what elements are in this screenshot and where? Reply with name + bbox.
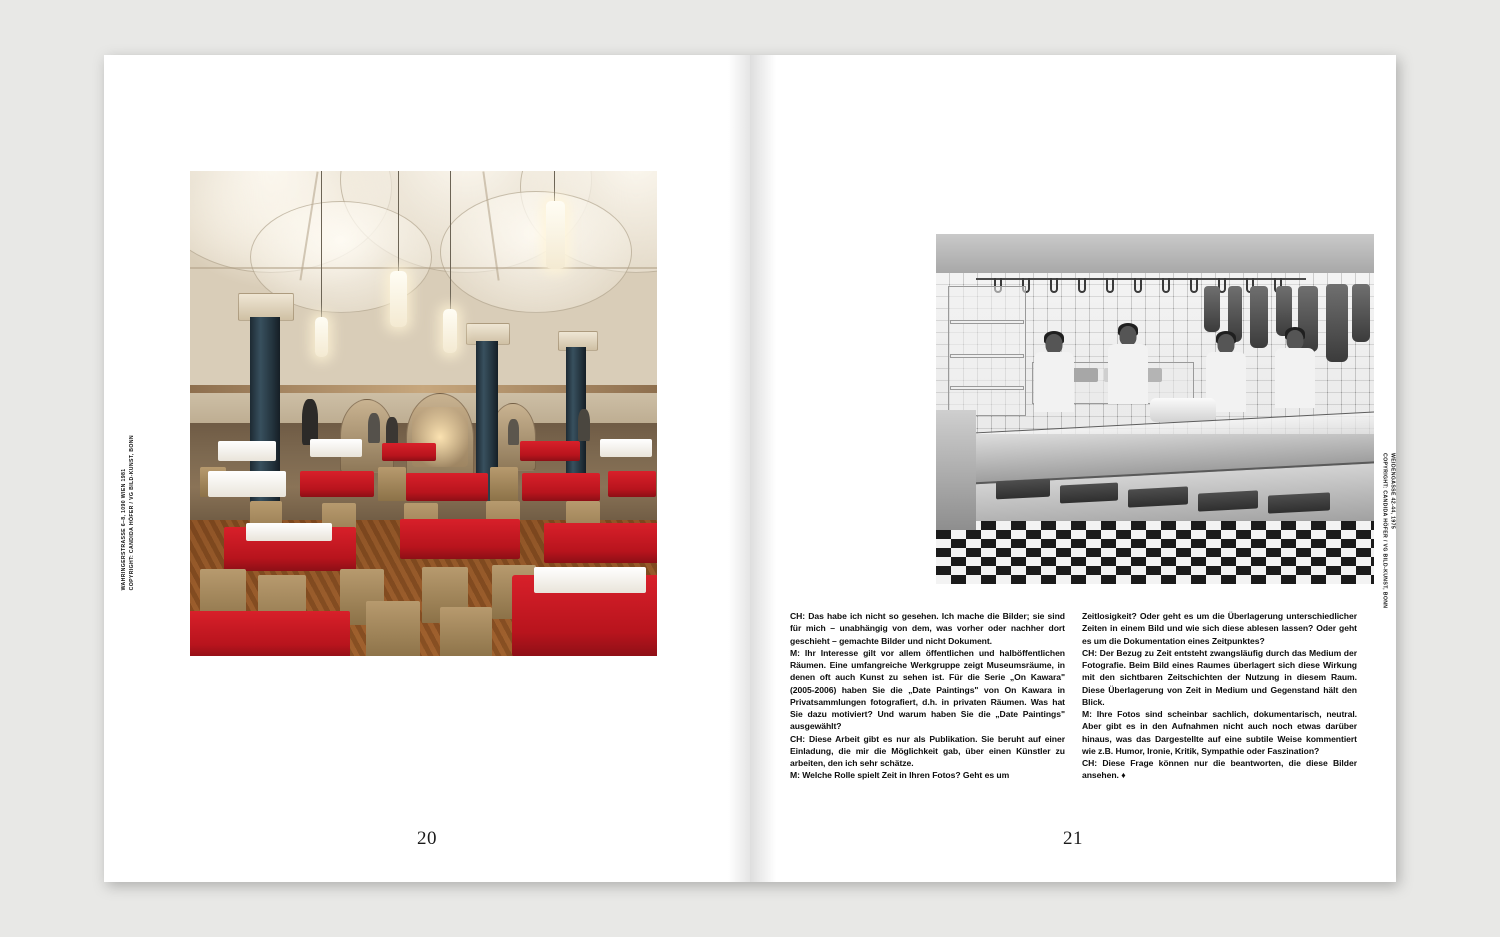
pendant-lamp [546,201,565,269]
meat-tray [1198,490,1258,511]
paragraph: CH: Diese Frage können nur die beantworten, die diese Bilder ansehen. ♦ [1082,758,1357,781]
cabinet-shelf [950,320,1024,324]
side-wall [936,410,976,530]
left-page-credit [120,435,136,590]
text-column-1 [790,610,1065,782]
paragraph: CH: Das habe ich nicht so gesehen. Ich mache die Bilder; sie sind für mich – unabhängig von dem, was vorher oder nachher dort geschieht – gemachte Bilder und nicht Dokument. [790,611,1065,646]
lamp-cord [321,171,322,321]
hanging-meat [1352,284,1370,342]
hook-icon [1162,278,1170,293]
person [386,417,398,445]
head [1218,334,1235,354]
lamp-cord [554,171,555,205]
pendant-lamp [390,271,407,327]
table [310,439,362,457]
credit-line-1: WEIDENGASSE 42-44, 1975 [1389,453,1395,530]
table [400,519,520,559]
person [578,409,590,441]
person-butcher-2 [1106,326,1150,424]
person [368,413,380,443]
credit-line-2: COPYRIGHT: CANDIDA HÖFER / VG BILD-KUNST, BONN [1381,453,1387,609]
head [1120,326,1137,346]
left-page [104,55,750,882]
chair [378,467,406,501]
book-spread [104,55,1396,882]
table [300,471,374,497]
head [1046,334,1063,354]
table [190,611,350,656]
credit-line-2: COPYRIGHT: CANDIDA HÖFER / VG BILD-KUNST, BONN [129,435,135,591]
tablecloth-white [246,523,332,541]
table [208,471,286,497]
table [608,471,656,497]
butcher-shop-photo [936,234,1374,584]
hanging-meat [1326,284,1348,362]
page-number-right: 21 [1063,828,1083,849]
table [600,439,652,457]
lamp-cord [450,171,451,313]
tablecloth-white [534,567,646,593]
lamp-cord [398,171,399,275]
packages [1150,398,1216,422]
checkerboard-floor [936,521,1374,584]
meat-tray [1128,486,1188,507]
pendant-lamp [443,309,457,353]
ceiling [936,234,1374,276]
apron [1108,344,1148,404]
cabinet-shelf [950,354,1024,358]
chair [366,601,420,656]
hook-icon [1078,278,1086,293]
paragraph: Zeitlosigkeit? Oder geht es um die Überlagerung unterschiedlicher Zeiten in einem Bild und wie sich diese ablesen lassen? Oder geht es um die Dokumentation eines Zeitpunktes? [1082,611,1357,646]
display-cabinet [948,286,1026,416]
apron [1034,352,1074,412]
paragraph: M: Ihr Interesse gilt vor allem öffentlichen und halböffentlichen Räumen. Eine umfangreiche Werkgruppe zeigt Museumsräume, in denen oft auch Kunst zu sehen ist. Für die Serie „On Kawara" (2005-2006) haben Sie die „Date Paintings" von On Kawara in Privatsammlungen fotografiert, d.h. in privaten Räumen. Was hat Sie dazu motiviert? Und warum haben Sie die „Date Paintings" ausgewählt? [790,647,1065,732]
table [382,443,436,461]
table [522,473,600,501]
ceiling-rib [190,267,657,269]
interview-text [790,610,1358,782]
page-number-left: 20 [417,828,437,849]
table [406,473,488,501]
paragraph: M: Welche Rolle spielt Zeit in Ihren Fotos? Geht es um [790,770,1010,781]
restaurant-interior-photo [190,171,657,656]
hanging-meat [1250,286,1268,348]
head [1287,330,1304,350]
table [520,441,580,461]
hook-icon [1050,278,1058,293]
person-butcher-1 [1032,334,1076,424]
chair [490,467,518,501]
person-butcher-4 [1272,330,1318,426]
pendant-lamp [315,317,328,357]
chair [440,607,492,656]
credit-line-1: WAHRINGERSTRASSE 6–8, 1090 WIEN 1981 [121,468,127,591]
paragraph: CH: Diese Arbeit gibt es nur als Publikation. Sie beruht auf einer Einladung, die mir die Möglichkeit gab, über einen Künstler zu arbeiten, den ich sehr schätze. [790,733,1065,768]
meat-tray [1060,482,1118,503]
person [508,419,519,445]
table [218,441,276,461]
hook-icon [1134,278,1142,293]
meat-tray [1268,492,1330,513]
hook-icon [1190,278,1198,293]
meat-tray [996,479,1050,500]
text-column-2 [1082,610,1357,782]
paragraph: M: Ihre Fotos sind scheinbar sachlich, dokumentarisch, neutral. Aber gibt es in den Aufnahmen nicht auch noch etwas darüber hinaus, was das Dargestellte auf eine subtile Weise kommentiert wie z.B. Humor, Ironie, Kritik, Sympathie oder Faszination? [1082,709,1357,756]
right-page-credit [1380,453,1396,608]
hanging-meat [1204,286,1220,332]
apron [1275,348,1315,408]
paragraph: CH: Der Bezug zu Zeit entsteht zwangsläufig durch das Medium der Fotografie. Beim Bild eines Raumes überlagert sich diese Wirkung mit den sichtbaren Zeitschichten der Nutzung in diesem Raum. Diese Überlagerung von Zeit in Medium und Gegenstand hält den Blick. [1082,647,1357,707]
right-page [750,55,1396,882]
vault-arc [440,191,632,313]
hook-icon [1106,278,1114,293]
cabinet-shelf [950,386,1024,390]
table [544,523,657,563]
